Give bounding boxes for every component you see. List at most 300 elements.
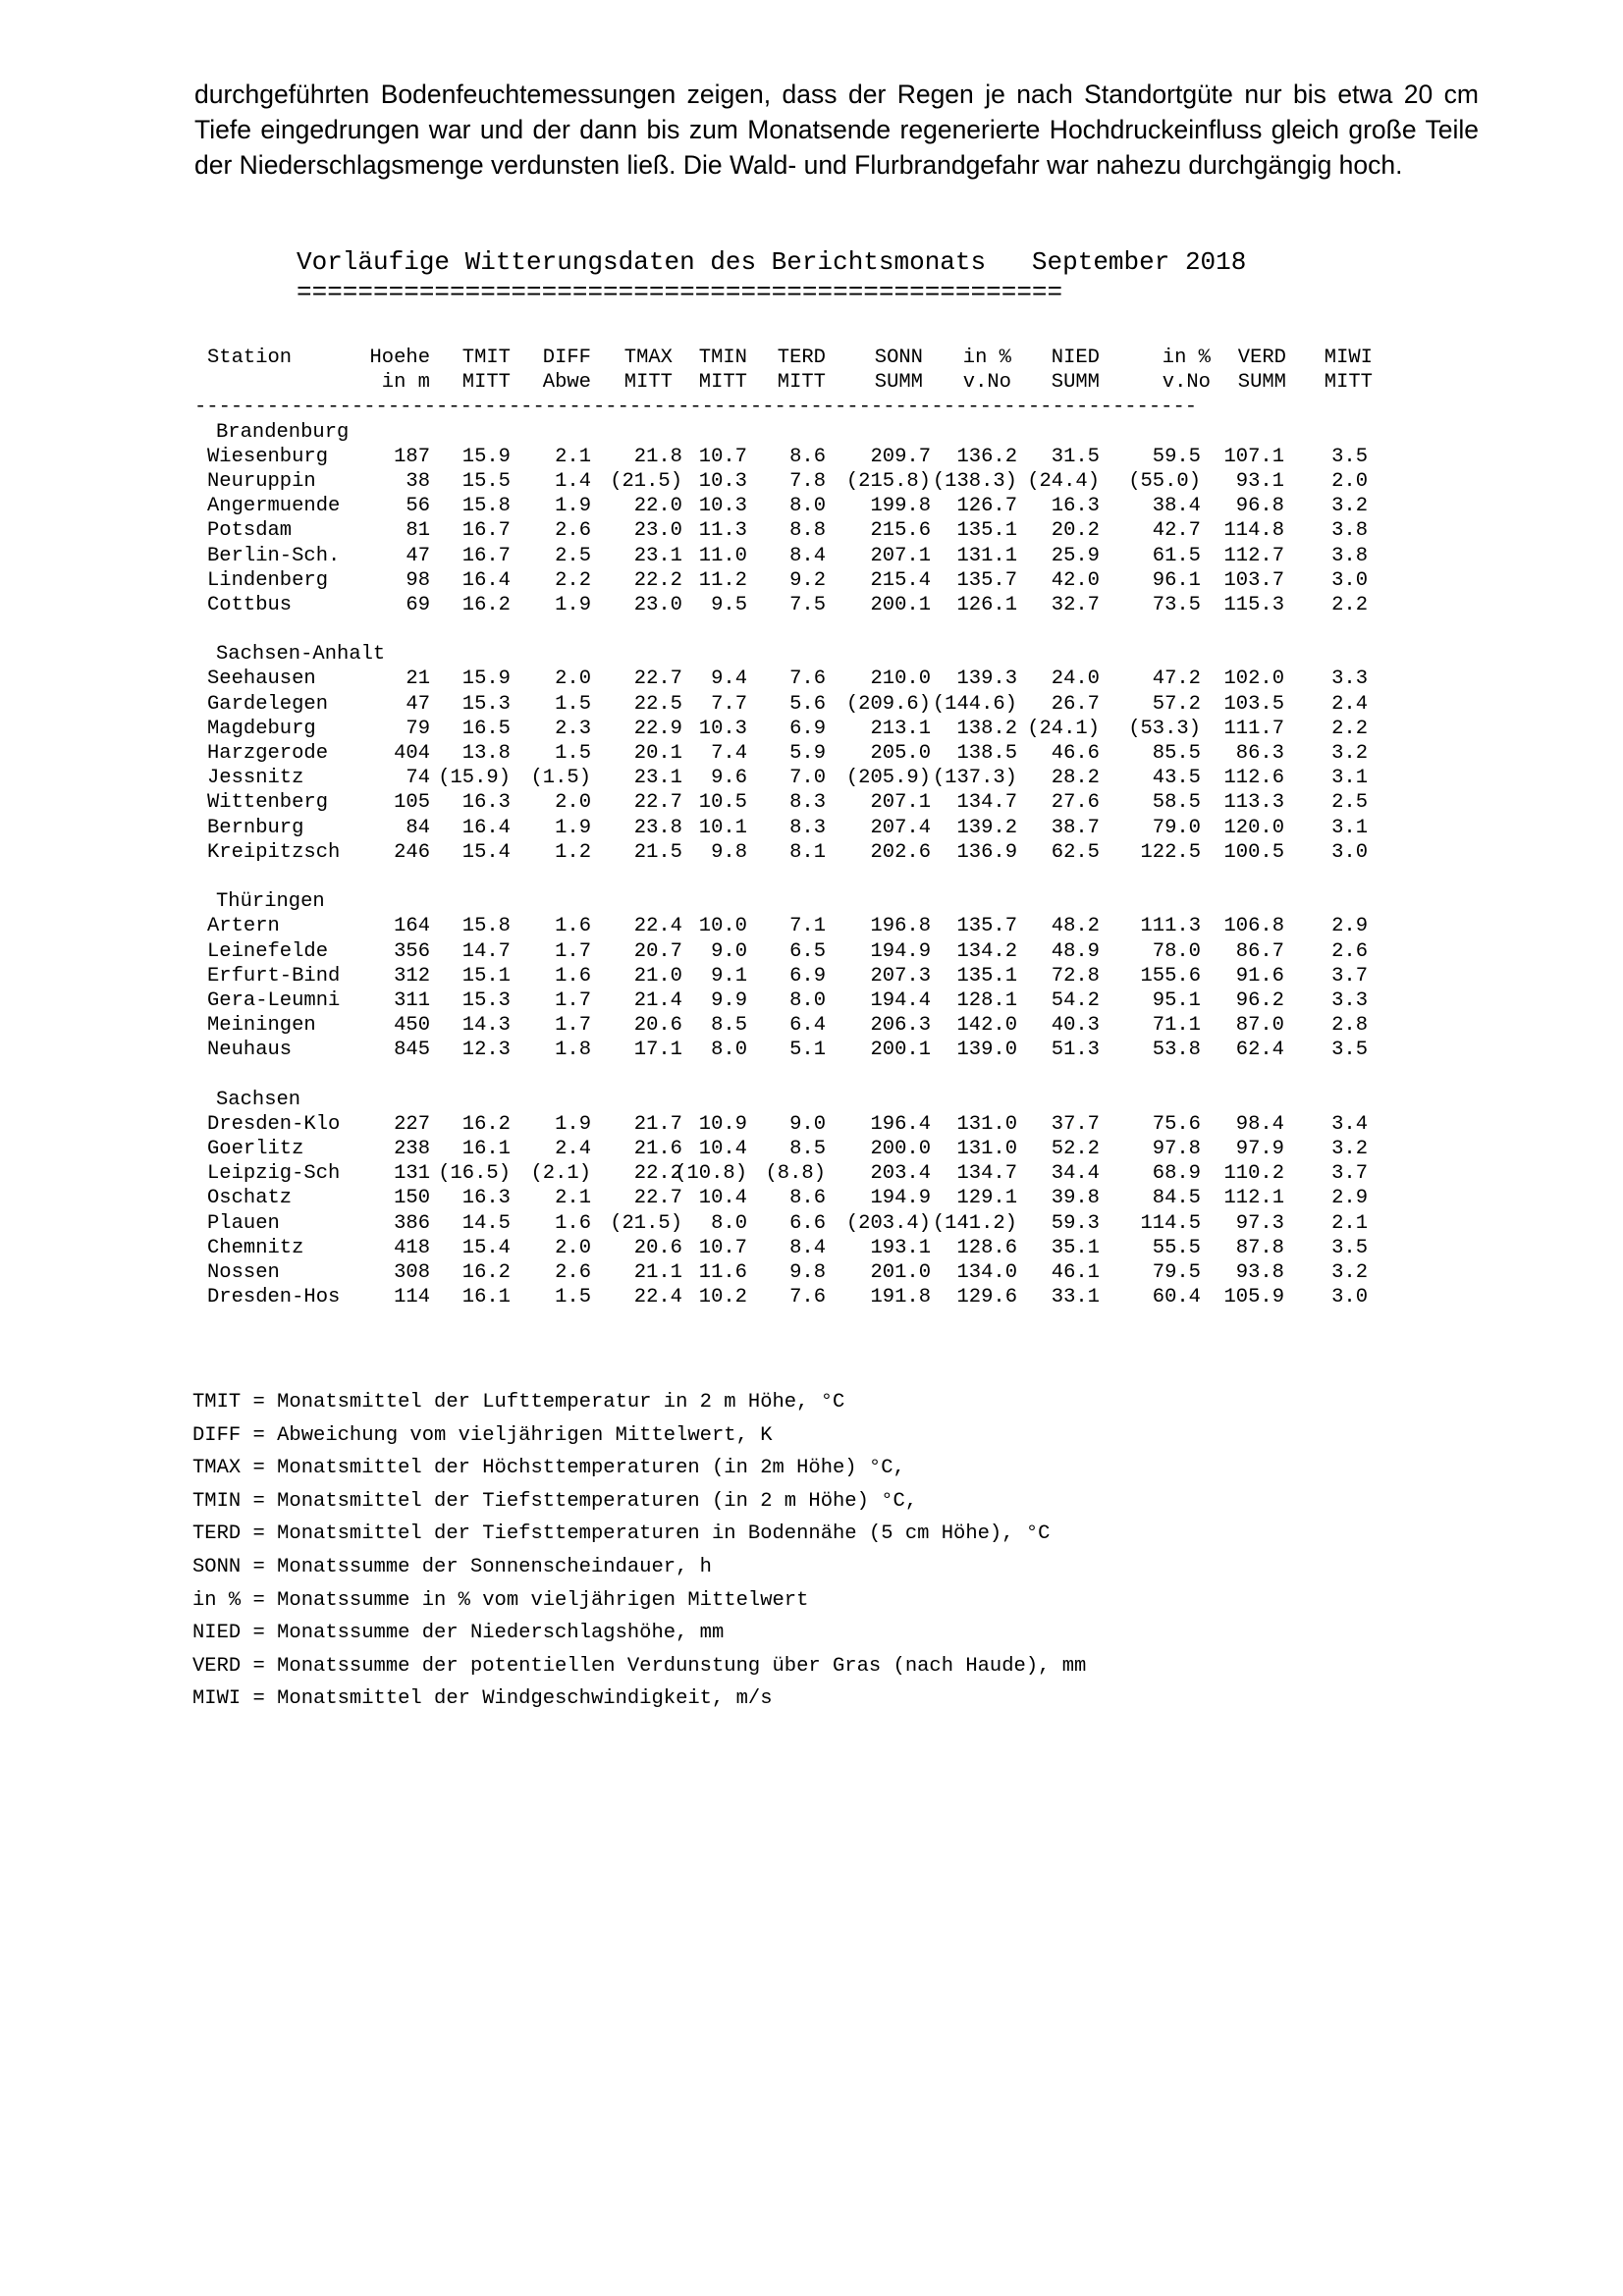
table-cell: 3.4 bbox=[1331, 1112, 1368, 1136]
table-row bbox=[194, 1260, 1422, 1285]
table-cell: 138.2 bbox=[956, 717, 1017, 740]
column-header: NIED bbox=[1051, 347, 1100, 369]
table-cell: 3.7 bbox=[1331, 964, 1368, 988]
column-subheader: SUMM bbox=[1051, 371, 1100, 395]
table-cell: 138.5 bbox=[956, 742, 1017, 765]
table-cell: 84.5 bbox=[1152, 1187, 1201, 1210]
table-cell: 15.3 bbox=[461, 988, 511, 1012]
table-cell: 2.2 bbox=[1331, 717, 1368, 740]
table-row bbox=[194, 445, 1422, 469]
table-cell: 20.1 bbox=[633, 742, 682, 765]
table-cell: 54.2 bbox=[1051, 988, 1100, 1012]
table-cell: 74 bbox=[406, 767, 430, 790]
table-cell: 9.8 bbox=[789, 1260, 826, 1284]
table-row bbox=[194, 1013, 1422, 1038]
table-cell: 6.9 bbox=[789, 964, 826, 988]
table-cell: 56 bbox=[406, 495, 430, 518]
table-cell: 112.6 bbox=[1223, 767, 1284, 790]
station-name: Harzgerode bbox=[207, 742, 329, 765]
table-cell: 59.5 bbox=[1152, 445, 1201, 468]
table-cell: 2.6 bbox=[1331, 939, 1368, 963]
table-cell: 23.8 bbox=[633, 816, 682, 839]
table-row bbox=[194, 964, 1422, 988]
table-row bbox=[194, 790, 1422, 815]
table-cell: 22.9 bbox=[633, 717, 682, 740]
table-cell: (137.3) bbox=[932, 767, 1017, 790]
table-cell: 2.3 bbox=[555, 717, 591, 740]
table-cell: 39.8 bbox=[1051, 1187, 1100, 1210]
legend-item: TMIT = Monatsmittel der Lufttemperatur in 2 m Höhe, °C bbox=[192, 1391, 845, 1414]
table-row bbox=[194, 494, 1422, 518]
table-cell: 2.1 bbox=[1331, 1211, 1368, 1235]
table-cell: 62.5 bbox=[1051, 840, 1100, 864]
table-cell: 55.5 bbox=[1152, 1236, 1201, 1259]
table-cell: 84 bbox=[406, 816, 430, 839]
table-cell: 356 bbox=[394, 939, 430, 963]
region-heading bbox=[194, 1088, 1422, 1112]
table-cell: 205.0 bbox=[870, 742, 931, 765]
table-cell: 23.1 bbox=[633, 544, 682, 567]
table-cell: 11.3 bbox=[698, 519, 747, 543]
column-header: TERD bbox=[777, 347, 826, 369]
table-cell: 1.6 bbox=[555, 1211, 591, 1235]
table-row bbox=[194, 692, 1422, 717]
legend-item: DIFF = Abweichung vom vieljährigen Mittelwert, K bbox=[192, 1423, 773, 1447]
table-cell: 14.5 bbox=[461, 1211, 511, 1235]
table-cell: 114 bbox=[394, 1286, 430, 1309]
table-cell: 8.6 bbox=[789, 445, 826, 468]
table-cell: 32.7 bbox=[1051, 593, 1100, 616]
table-cell: 13.8 bbox=[461, 742, 511, 765]
table-cell: (21.5) bbox=[610, 469, 682, 493]
table-row bbox=[194, 914, 1422, 938]
column-subheader: MITT bbox=[777, 371, 826, 395]
table-cell: 2.0 bbox=[555, 667, 591, 691]
region-name: Thüringen bbox=[216, 890, 325, 914]
table-cell: 22.4 bbox=[633, 915, 682, 938]
table-cell: 196.4 bbox=[870, 1112, 931, 1136]
column-subheader: MITT bbox=[698, 371, 747, 395]
table-cell: 126.7 bbox=[956, 495, 1017, 518]
table-cell: 128.1 bbox=[956, 988, 1017, 1012]
table-cell: 3.3 bbox=[1331, 667, 1368, 691]
column-header: TMIN bbox=[698, 347, 747, 369]
table-cell: 95.1 bbox=[1152, 988, 1201, 1012]
table-cell: 1.7 bbox=[555, 939, 591, 963]
column-header: in % bbox=[1162, 347, 1211, 369]
column-subheader: v.No bbox=[1162, 371, 1211, 395]
table-cell: 38.7 bbox=[1051, 816, 1100, 839]
table-cell: (53.3) bbox=[1128, 717, 1201, 740]
table-cell: 200.1 bbox=[870, 593, 931, 616]
table-cell: 48.2 bbox=[1051, 915, 1100, 938]
table-cell: 8.8 bbox=[789, 519, 826, 543]
table-cell: 3.5 bbox=[1331, 445, 1368, 468]
table-cell: 113.3 bbox=[1223, 791, 1284, 815]
region-name: Brandenburg bbox=[216, 420, 350, 444]
table-cell: 135.1 bbox=[956, 964, 1017, 988]
table-cell: 93.1 bbox=[1235, 469, 1284, 493]
station-name: Cottbus bbox=[207, 593, 293, 616]
table-cell: 11.2 bbox=[698, 568, 747, 592]
table-cell: 3.5 bbox=[1331, 1236, 1368, 1259]
table-row bbox=[194, 840, 1422, 865]
table-row bbox=[194, 469, 1422, 494]
table-cell: 38 bbox=[406, 469, 430, 493]
table-cell: (215.8) bbox=[845, 469, 931, 493]
table-cell: 3.8 bbox=[1331, 519, 1368, 543]
table-cell: 134.7 bbox=[956, 1162, 1017, 1186]
column-header: MIWI bbox=[1324, 347, 1373, 369]
table-row bbox=[194, 766, 1422, 790]
station-name: Wiesenburg bbox=[207, 445, 329, 468]
table-cell: 3.8 bbox=[1331, 544, 1368, 567]
table-cell: 15.8 bbox=[461, 915, 511, 938]
table-row bbox=[194, 717, 1422, 741]
table-cell: 10.3 bbox=[698, 717, 747, 740]
station-name: Seehausen bbox=[207, 667, 316, 691]
table-cell: 246 bbox=[394, 840, 430, 864]
station-name: Plauen bbox=[207, 1211, 280, 1235]
legend-item: TERD = Monatsmittel der Tiefsttemperaturen in Bodennähe (5 cm Höhe), °C bbox=[192, 1522, 1051, 1546]
station-name: Magdeburg bbox=[207, 717, 316, 740]
table-cell: 60.4 bbox=[1152, 1286, 1201, 1309]
table-cell: 110.2 bbox=[1223, 1162, 1284, 1186]
column-subheader: MITT bbox=[461, 371, 511, 395]
table-cell: 73.5 bbox=[1152, 593, 1201, 616]
station-name: Jessnitz bbox=[207, 767, 304, 790]
table-cell: 28.2 bbox=[1051, 767, 1100, 790]
table-cell: 1.9 bbox=[555, 593, 591, 616]
region-heading bbox=[194, 420, 1422, 445]
station-name: Meiningen bbox=[207, 1014, 316, 1038]
table-cell: 21.8 bbox=[633, 445, 682, 468]
table-cell: 2.4 bbox=[1331, 692, 1368, 716]
station-name: Goerlitz bbox=[207, 1138, 304, 1160]
table-cell: 103.5 bbox=[1223, 692, 1284, 716]
table-cell: 23.1 bbox=[633, 767, 682, 790]
table-cell: 311 bbox=[394, 988, 430, 1012]
table-cell: 1.9 bbox=[555, 495, 591, 518]
table-cell: 2.5 bbox=[555, 544, 591, 567]
table-cell: 3.5 bbox=[1331, 1039, 1368, 1062]
table-cell: 131.0 bbox=[956, 1138, 1017, 1160]
table-cell: 87.8 bbox=[1235, 1236, 1284, 1259]
table-cell: 16.3 bbox=[461, 1187, 511, 1210]
abbreviation-legend bbox=[192, 1386, 1086, 1716]
table-cell: 106.8 bbox=[1223, 915, 1284, 938]
table-cell: 215.6 bbox=[870, 519, 931, 543]
table-cell: 20.7 bbox=[633, 939, 682, 963]
table-cell: 112.7 bbox=[1223, 544, 1284, 567]
table-cell: 201.0 bbox=[870, 1260, 931, 1284]
table-cell: 207.4 bbox=[870, 816, 931, 839]
table-cell: 114.8 bbox=[1223, 519, 1284, 543]
table-cell: (15.9) bbox=[438, 767, 511, 790]
table-row bbox=[194, 939, 1422, 964]
table-cell: 22.7 bbox=[633, 1187, 682, 1210]
table-cell: 27.6 bbox=[1051, 791, 1100, 815]
legend-item: TMAX = Monatsmittel der Höchsttemperaturen (in 2m Höhe) °C, bbox=[192, 1457, 905, 1480]
table-cell: 10.5 bbox=[698, 791, 747, 815]
table-cell: 22.5 bbox=[633, 692, 682, 716]
table-cell: 53.8 bbox=[1152, 1039, 1201, 1062]
table-cell: 22.7 bbox=[633, 667, 682, 691]
table-cell: 15.9 bbox=[461, 667, 511, 691]
table-cell: 213.1 bbox=[870, 717, 931, 740]
table-cell: 10.1 bbox=[698, 816, 747, 839]
table-cell: 120.0 bbox=[1223, 816, 1284, 839]
table-cell: 96.8 bbox=[1235, 495, 1284, 518]
table-cell: 33.1 bbox=[1051, 1286, 1100, 1309]
table-cell: 9.5 bbox=[711, 593, 747, 616]
table-cell: (55.0) bbox=[1128, 469, 1201, 493]
station-name: Kreipitzsch bbox=[207, 840, 341, 864]
table-body bbox=[194, 420, 1422, 1310]
table-cell: 1.9 bbox=[555, 816, 591, 839]
table-cell: 155.6 bbox=[1140, 964, 1201, 988]
table-cell: 22.4 bbox=[633, 1286, 682, 1309]
table-cell: 2.0 bbox=[555, 791, 591, 815]
station-name: Leipzig-Sch bbox=[207, 1162, 341, 1186]
table-cell: (209.6) bbox=[845, 692, 931, 716]
table-cell: 418 bbox=[394, 1236, 430, 1259]
table-cell: 24.0 bbox=[1051, 667, 1100, 691]
table-cell: 22.2 bbox=[633, 568, 682, 592]
column-header: TMAX bbox=[623, 347, 673, 369]
table-cell: 202.6 bbox=[870, 840, 931, 864]
table-cell: 8.4 bbox=[789, 1236, 826, 1259]
table-cell: 8.5 bbox=[711, 1014, 747, 1038]
table-cell: 10.3 bbox=[698, 495, 747, 518]
table-row bbox=[194, 1211, 1422, 1236]
table-cell: 114.5 bbox=[1140, 1211, 1201, 1235]
table-cell: 196.8 bbox=[870, 915, 931, 938]
table-cell: 8.0 bbox=[711, 1211, 747, 1235]
table-cell: 15.5 bbox=[461, 469, 511, 493]
table-cell: 7.8 bbox=[789, 469, 826, 493]
table-cell: 97.3 bbox=[1235, 1211, 1284, 1235]
region-heading bbox=[194, 642, 1422, 667]
table-cell: 200.0 bbox=[870, 1138, 931, 1160]
table-cell: 10.4 bbox=[698, 1138, 747, 1160]
column-subheader: SUMM bbox=[1237, 371, 1286, 395]
table-cell: 71.1 bbox=[1152, 1014, 1201, 1038]
table-cell: 136.2 bbox=[956, 445, 1017, 468]
table-row bbox=[194, 518, 1422, 543]
table-cell: 8.1 bbox=[789, 840, 826, 864]
table-cell: 191.8 bbox=[870, 1286, 931, 1309]
table-cell: 6.9 bbox=[789, 717, 826, 740]
table-cell: 61.5 bbox=[1152, 544, 1201, 567]
station-name: Potsdam bbox=[207, 519, 293, 543]
table-cell: 7.4 bbox=[711, 742, 747, 765]
table-cell: 139.2 bbox=[956, 816, 1017, 839]
table-cell: 14.7 bbox=[461, 939, 511, 963]
table-cell: 12.3 bbox=[461, 1039, 511, 1062]
station-name: Gardelegen bbox=[207, 692, 329, 716]
table-cell: 25.9 bbox=[1051, 544, 1100, 567]
table-cell: 450 bbox=[394, 1014, 430, 1038]
table-cell: 98.4 bbox=[1235, 1112, 1284, 1136]
table-cell: 10.3 bbox=[698, 469, 747, 493]
table-cell: 386 bbox=[394, 1211, 430, 1235]
table-cell: 42.0 bbox=[1051, 568, 1100, 592]
table-cell: 16.1 bbox=[461, 1138, 511, 1160]
table-row bbox=[194, 1236, 1422, 1260]
table-cell: 209.7 bbox=[870, 445, 931, 468]
table-row bbox=[194, 1285, 1422, 1309]
legend-item: in % = Monatssumme in % vom vieljährigen Mittelwert bbox=[192, 1588, 809, 1612]
table-cell: 308 bbox=[394, 1260, 430, 1284]
table-cell: 142.0 bbox=[956, 1014, 1017, 1038]
table-cell: 2.8 bbox=[1331, 1014, 1368, 1038]
table-cell: 91.6 bbox=[1235, 964, 1284, 988]
table-cell: 15.4 bbox=[461, 840, 511, 864]
column-header: in % bbox=[962, 347, 1011, 369]
table-cell: 131.1 bbox=[956, 544, 1017, 567]
table-row bbox=[194, 816, 1422, 840]
table-cell: 3.3 bbox=[1331, 988, 1368, 1012]
table-cell: 42.7 bbox=[1152, 519, 1201, 543]
table-cell: (141.2) bbox=[932, 1211, 1017, 1235]
column-header: Hoehe bbox=[369, 347, 430, 369]
table-cell: (21.5) bbox=[610, 1211, 682, 1235]
table-cell: 9.1 bbox=[711, 964, 747, 988]
table-cell: 97.8 bbox=[1152, 1138, 1201, 1160]
table-cell: 3.7 bbox=[1331, 1162, 1368, 1186]
table-cell: 9.6 bbox=[711, 767, 747, 790]
station-name: Bernburg bbox=[207, 816, 304, 839]
station-name: Wittenberg bbox=[207, 791, 329, 815]
table-cell: (10.8) bbox=[675, 1162, 747, 1186]
table-cell: 86.7 bbox=[1235, 939, 1284, 963]
table-cell: 238 bbox=[394, 1138, 430, 1160]
table-cell: 10.9 bbox=[698, 1112, 747, 1136]
table-cell: 1.6 bbox=[555, 964, 591, 988]
table-cell: 15.8 bbox=[461, 495, 511, 518]
station-name: Berlin-Sch. bbox=[207, 544, 341, 567]
table-cell: 10.2 bbox=[698, 1286, 747, 1309]
table-cell: 15.3 bbox=[461, 692, 511, 716]
table-cell: 59.3 bbox=[1051, 1211, 1100, 1235]
table-cell: 7.0 bbox=[789, 767, 826, 790]
table-cell: 207.3 bbox=[870, 964, 931, 988]
table-cell: 105 bbox=[394, 791, 430, 815]
table-cell: 68.9 bbox=[1152, 1162, 1201, 1186]
table-cell: 103.7 bbox=[1223, 568, 1284, 592]
table-cell: 10.7 bbox=[698, 1236, 747, 1259]
table-cell: (203.4) bbox=[845, 1211, 931, 1235]
table-cell: 3.2 bbox=[1331, 1138, 1368, 1160]
table-cell: 111.7 bbox=[1223, 717, 1284, 740]
spacer bbox=[194, 1062, 1422, 1087]
table-cell: 7.6 bbox=[789, 667, 826, 691]
table-cell: 96.2 bbox=[1235, 988, 1284, 1012]
table-cell: 62.4 bbox=[1235, 1039, 1284, 1062]
table-cell: 3.2 bbox=[1331, 495, 1368, 518]
spacer bbox=[194, 617, 1422, 642]
station-name: Lindenberg bbox=[207, 568, 329, 592]
header-divider: ----------------------------------------------------------------------------------- bbox=[194, 396, 1198, 419]
table-cell: 69 bbox=[406, 593, 430, 616]
table-cell: 15.1 bbox=[461, 964, 511, 988]
table-cell: 22.0 bbox=[633, 495, 682, 518]
column-header: Station bbox=[207, 347, 293, 369]
column-subheader: v.No bbox=[962, 371, 1011, 395]
legend-item: TMIN = Monatsmittel der Tiefsttemperaturen (in 2 m Höhe) °C, bbox=[192, 1489, 918, 1513]
table-cell: 2.0 bbox=[555, 1236, 591, 1259]
table-cell: 3.0 bbox=[1331, 1286, 1368, 1309]
table-cell: 7.5 bbox=[789, 593, 826, 616]
table-cell: 134.0 bbox=[956, 1260, 1017, 1284]
table-cell: 97.9 bbox=[1235, 1138, 1284, 1160]
station-name: Angermuende bbox=[207, 495, 341, 518]
table-cell: 58.5 bbox=[1152, 791, 1201, 815]
table-cell: 150 bbox=[394, 1187, 430, 1210]
table-cell: 1.9 bbox=[555, 1112, 591, 1136]
table-cell: 9.9 bbox=[711, 988, 747, 1012]
table-row bbox=[194, 544, 1422, 568]
table-cell: 9.0 bbox=[711, 939, 747, 963]
table-cell: 10.0 bbox=[698, 915, 747, 938]
table-cell: 47 bbox=[406, 544, 430, 567]
table-cell: 136.9 bbox=[956, 840, 1017, 864]
table-cell: 21.4 bbox=[633, 988, 682, 1012]
table-cell: 128.6 bbox=[956, 1236, 1017, 1259]
table-cell: 16.2 bbox=[461, 1112, 511, 1136]
table-cell: (24.4) bbox=[1027, 469, 1100, 493]
table-cell: 21 bbox=[406, 667, 430, 691]
table-cell: 126.1 bbox=[956, 593, 1017, 616]
table-cell: 2.6 bbox=[555, 1260, 591, 1284]
table-cell: 1.5 bbox=[555, 742, 591, 765]
table-cell: 2.0 bbox=[1331, 469, 1368, 493]
table-cell: 85.5 bbox=[1152, 742, 1201, 765]
column-header: VERD bbox=[1237, 347, 1286, 369]
table-cell: 86.3 bbox=[1235, 742, 1284, 765]
table-cell: 20.2 bbox=[1051, 519, 1100, 543]
table-cell: 187 bbox=[394, 445, 430, 468]
station-name: Gera-Leumni bbox=[207, 988, 341, 1012]
station-name: Chemnitz bbox=[207, 1236, 304, 1259]
table-cell: 2.5 bbox=[1331, 791, 1368, 815]
title-underline bbox=[297, 278, 1062, 307]
table-cell: 5.6 bbox=[789, 692, 826, 716]
table-cell: 7.1 bbox=[789, 915, 826, 938]
table-cell: 207.1 bbox=[870, 544, 931, 567]
table-cell: 2.1 bbox=[555, 1187, 591, 1210]
table-row bbox=[194, 988, 1422, 1013]
table-cell: (24.1) bbox=[1027, 717, 1100, 740]
table-cell: 135.1 bbox=[956, 519, 1017, 543]
table-header-row-2 bbox=[194, 370, 1422, 395]
table-cell: 3.1 bbox=[1331, 767, 1368, 790]
spacer bbox=[194, 865, 1422, 889]
table-row bbox=[194, 667, 1422, 691]
table-cell: 16.2 bbox=[461, 593, 511, 616]
table-cell: 312 bbox=[394, 964, 430, 988]
table-cell: 2.6 bbox=[555, 519, 591, 543]
table-cell: 47 bbox=[406, 692, 430, 716]
table-cell: 79 bbox=[406, 717, 430, 740]
column-header: TMIT bbox=[461, 347, 511, 369]
table-cell: 131.0 bbox=[956, 1112, 1017, 1136]
table-cell: 81 bbox=[406, 519, 430, 543]
table-cell: 51.3 bbox=[1051, 1039, 1100, 1062]
table-cell: 87.0 bbox=[1235, 1014, 1284, 1038]
station-name: Oschatz bbox=[207, 1187, 293, 1210]
